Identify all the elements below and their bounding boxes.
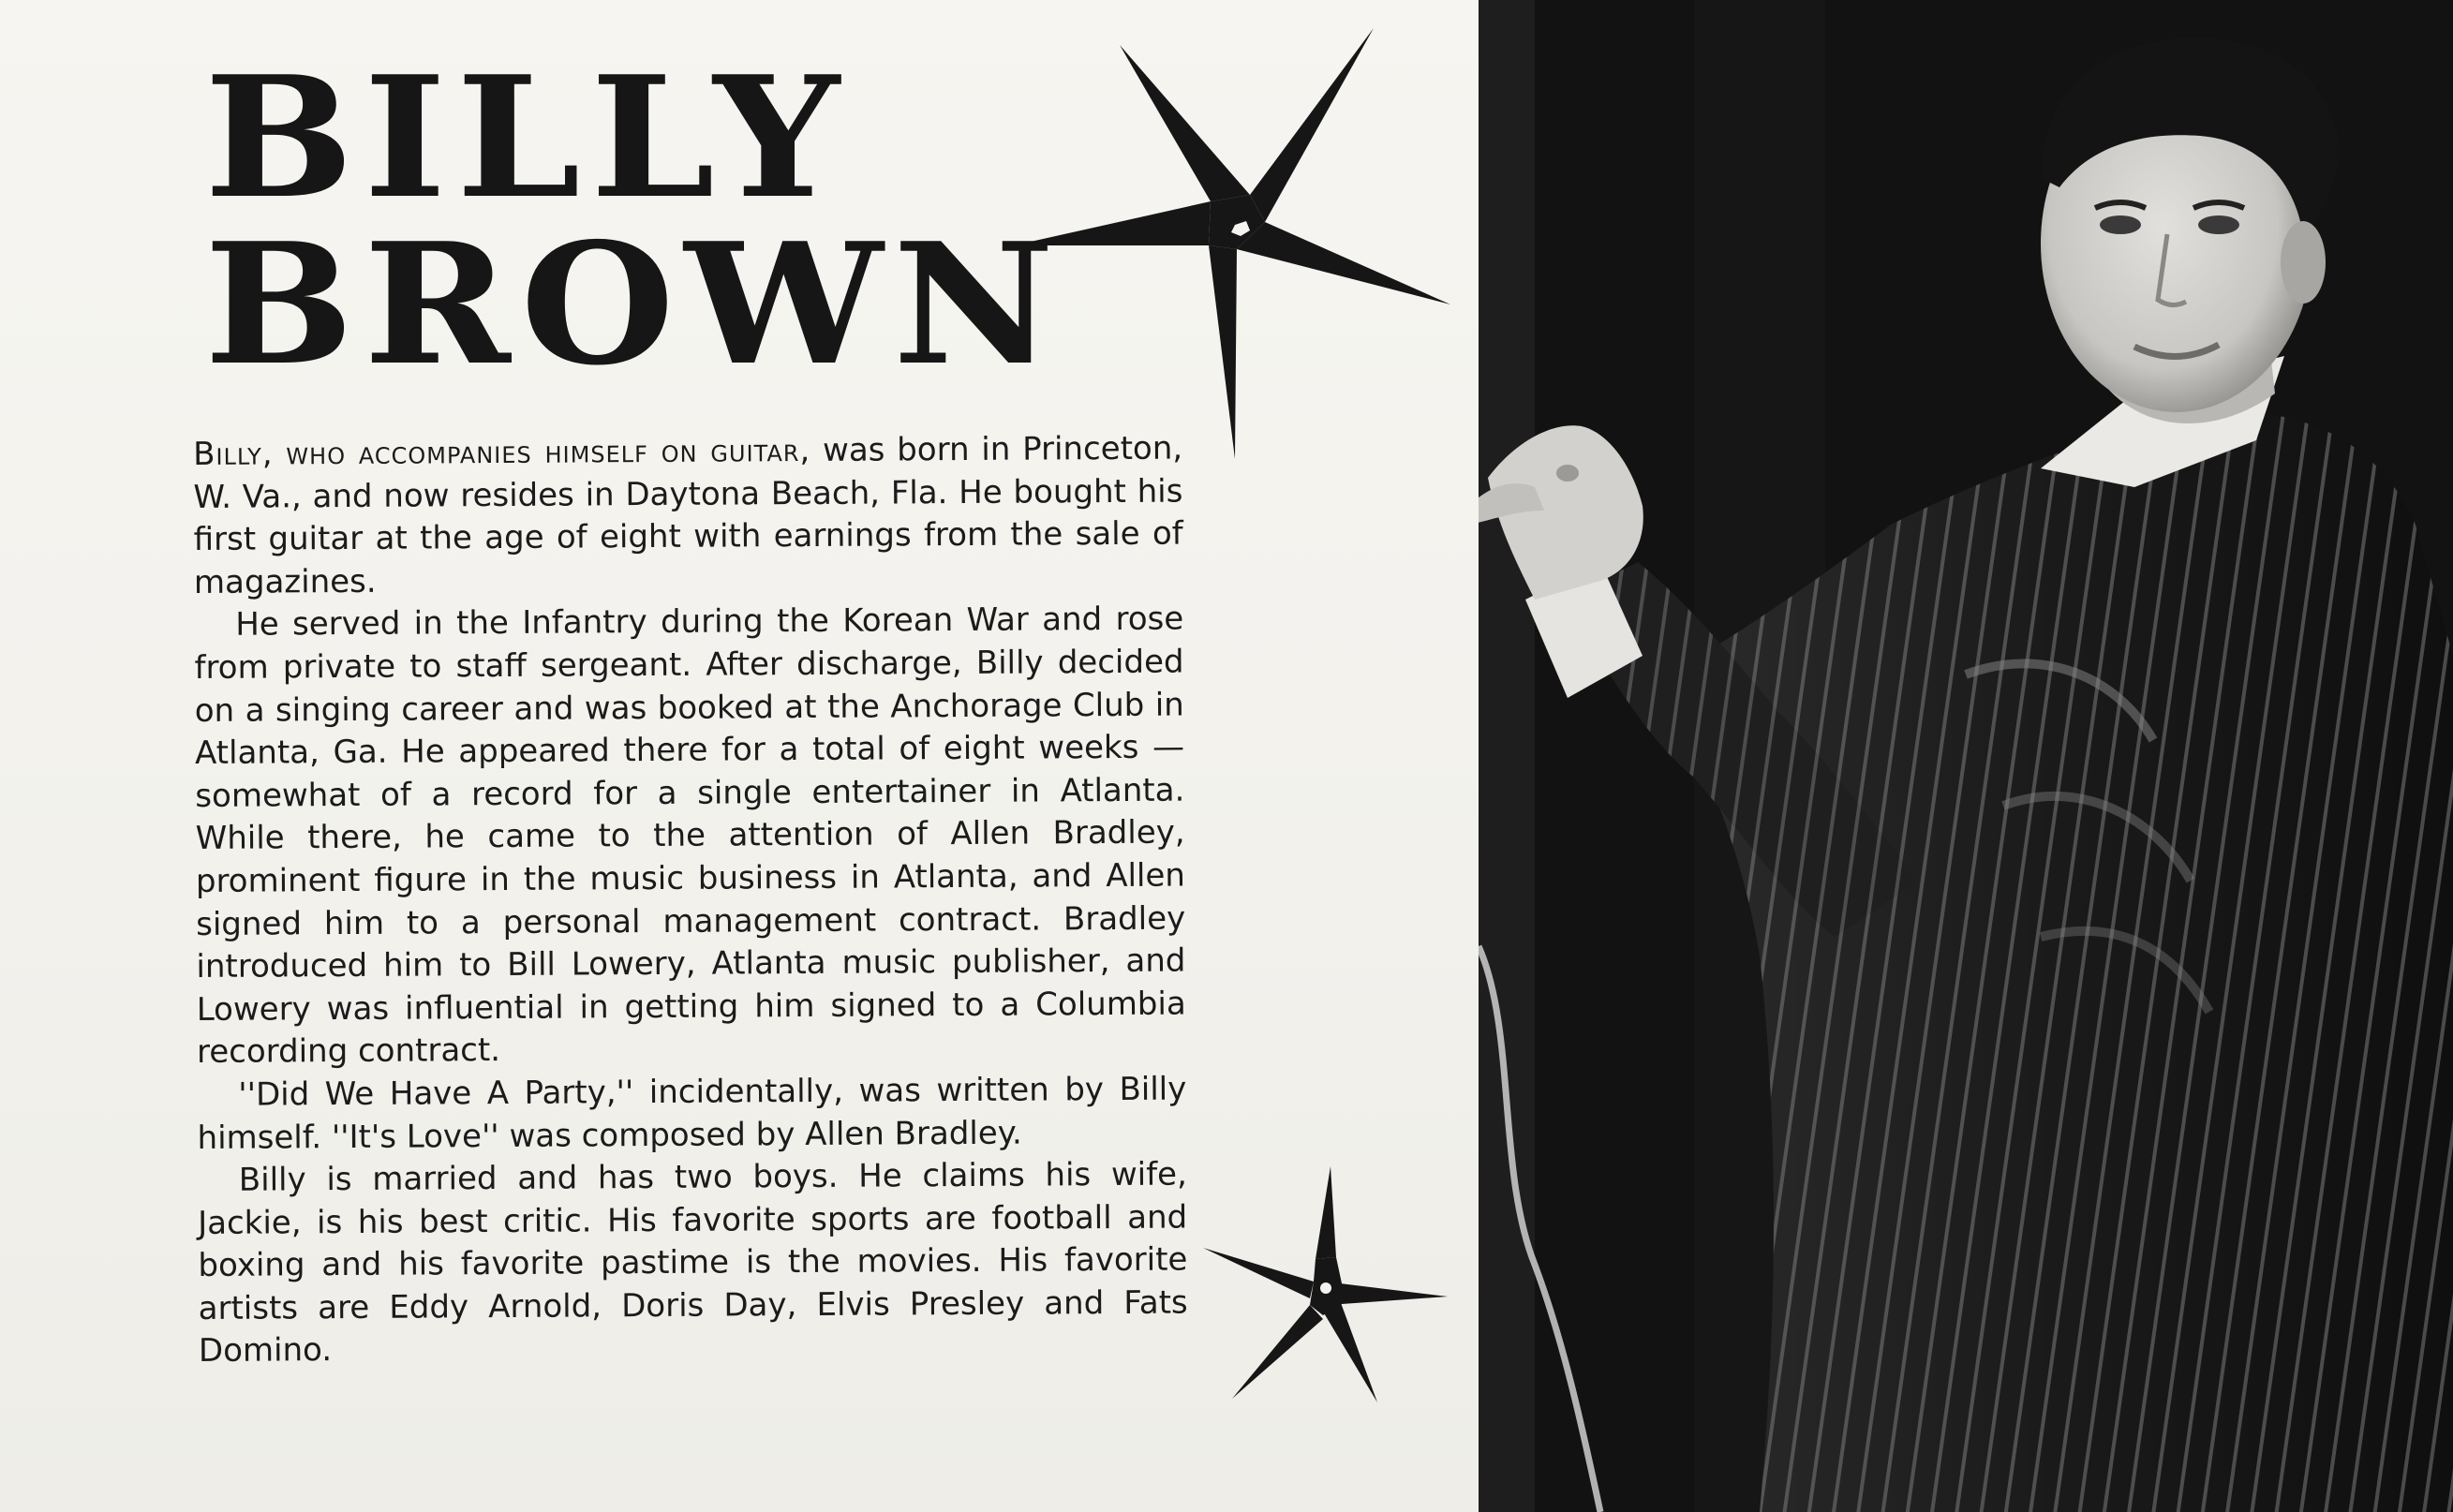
bio-paragraph-2: He served in the Infantry during the Korean War and rose from private to staff sergeant. After discharge, Billy decided on a singing career and was booked at the Anchorage Club in Atlanta, Ga. He appeared there for a total of eight weeks —somewhat of a record for a single entertainer in Atlanta. While there, he came to the attention of Allen Bradley, prominent figure in the music business in Atlanta, and Allen signed him to a personal management contract. Bradley introduced him to Bill Lowery, Atlanta music publisher, and Lowery was influential in getting him signed to a Columbia recording contract. [194, 600, 1186, 1072]
portrait-illustration [1479, 0, 2453, 1512]
bio-lead-in: Billy, who accompanies himself on guitar, [193, 431, 811, 473]
star-large-icon [1007, 23, 1457, 464]
bio-paragraph-1-body: was born in Princeton, W. Va., and now resides in Daytona Beach, Fla. He bought his first guitar at the age of eight with earnings from the sale of magazines. [193, 429, 1183, 601]
star-small-icon [1195, 1157, 1466, 1410]
title-line-last: BROWN [204, 206, 1065, 402]
bio-paragraph-3: ''Did We Have A Party,'' incidentally, was written by Billy himself. ''It's Love'' was composed by Allen Bradley. [197, 1070, 1187, 1157]
title-line-first: BILLY [204, 39, 850, 235]
artist-portrait-photo [1479, 0, 2453, 1512]
bio-paragraph-4: Billy is married and has two boys. He claims his wife, Jackie, is his best critic. His favorite sports are football and boxing and his favorite pastime is the movies. His favorite artists are Eddy Arnold, Doris Day, Elvis Presley and Fats Domino. [198, 1155, 1188, 1371]
biography-text [193, 428, 1188, 1373]
artist-name-heading [204, 39, 1065, 402]
bio-paragraph-1 [193, 428, 1183, 605]
